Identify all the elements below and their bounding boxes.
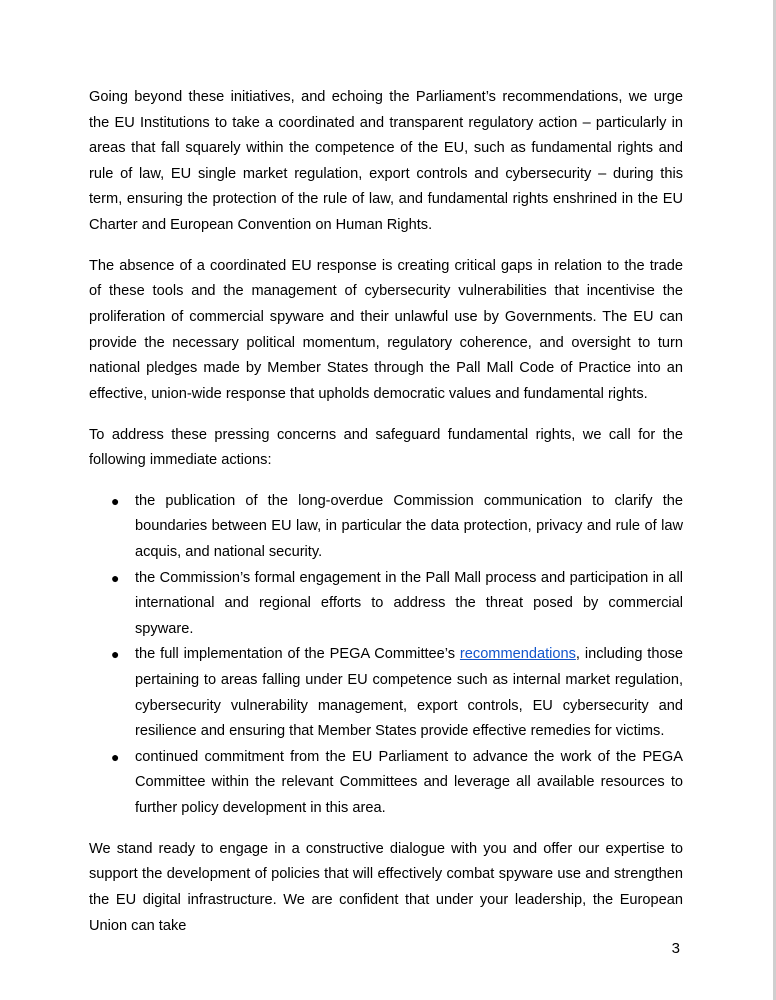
list-item <box>89 489 683 566</box>
bullet-text-before-link: the full implementation of the PEGA Committee’s <box>135 646 460 663</box>
bullet-text: continued commitment from the EU Parliament to advance the work of the PEGA Committee within the relevant Committees and leverage all available resources to further policy development in this area. <box>135 748 683 816</box>
bullet-text-after-link: , including those pertaining to areas falling under EU competence such as internal market regulation, cybersecurity vulnerability management, export controls, EU cybersecurity and resilience and ensuring that Member States provide effective remedies for victims. <box>135 646 683 740</box>
list-item <box>89 745 683 822</box>
paragraph-coordinated-response: The absence of a coordinated EU response is creating critical gaps in relation to the trade of these tools and the management of cybersecurity vulnerabilities that incentivise the proliferation of commercial spyware and their unlawful use by Governments. The EU can provide the necessary political momentum, regulatory coherence, and oversight to turn national pledges made by Member States through the Pall Mall Code of Practice into an effective, union-wide response that upholds democratic values and fundamental rights. <box>89 257 683 402</box>
bullet-text: the Commission’s formal engagement in the Pall Mall process and participation in all international and regional efforts to address the threat posed by commercial spyware. <box>135 569 683 637</box>
bullet-icon: ● <box>111 492 120 509</box>
bullet-icon: ● <box>111 646 120 663</box>
paragraph-closing: We stand ready to engage in a constructive dialogue with you and offer our expertise to support the development of policies that will effectively combat spyware use and strengthen the EU digital infrastructure. We are confident that under your leadership, the European Union can take <box>89 840 683 934</box>
list-item <box>89 566 683 643</box>
page-number: 3 <box>671 940 680 957</box>
bullet-icon: ● <box>111 748 120 765</box>
recommendations-link[interactable]: recommendations <box>459 646 576 663</box>
actions-bullet-list <box>89 489 683 822</box>
bullet-icon: ● <box>111 569 120 586</box>
paragraph-initiatives: Going beyond these initiatives, and echoing the Parliament’s recommendations, we urge the EU Institutions to take a coordinated and transparent regulatory action – particularly in areas that fall squarely within the competence of the EU, such as fundamental rights and rule of law, EU single market regulation, export controls and cybersecurity – during this term, ensuring the protection of the rule of law, and fundamental rights enshrined in the EU Charter and European Convention on Human Rights. <box>89 89 683 233</box>
list-item <box>89 642 683 744</box>
bullet-text: the publication of the long-overdue Commission communication to clarify the boundaries between EU law, in particular the data protection, privacy and rule of law acquis, and national security. <box>135 492 683 561</box>
document-body <box>89 85 683 954</box>
paragraph-call-for-actions: To address these pressing concerns and safeguard fundamental rights, we call for the following immediate actions: <box>89 426 683 469</box>
